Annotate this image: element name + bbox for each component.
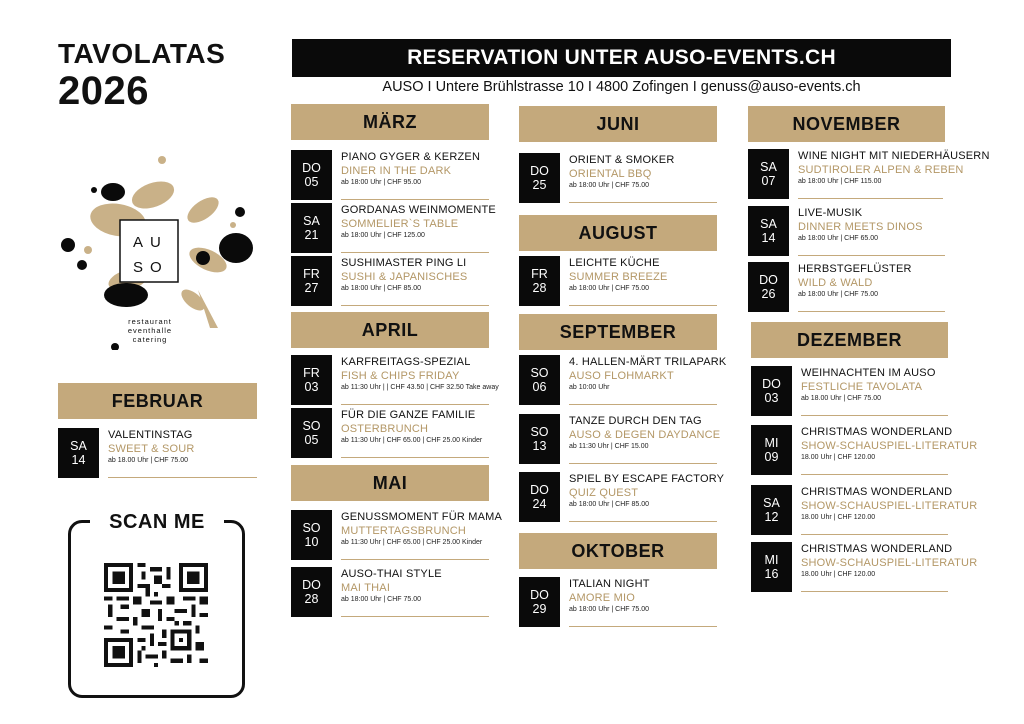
- event-title: VALENTINSTAG: [108, 429, 193, 441]
- event-meta: ab 18:00 Uhr | CHF 75.00: [569, 606, 650, 613]
- event-date: 06: [532, 380, 547, 394]
- event-item[interactable]: [291, 256, 489, 306]
- event-item[interactable]: [748, 206, 945, 256]
- divider: [801, 534, 948, 535]
- event-subtitle: DINNER MEETS DINOS: [798, 221, 923, 233]
- event-title: PIANO GYGER & KERZEN: [341, 151, 481, 163]
- event-item[interactable]: [291, 567, 489, 617]
- event-date-badge: [58, 428, 99, 478]
- event-meta: ab 18:00 Uhr | CHF 95.00: [341, 179, 422, 186]
- event-day: SA: [760, 216, 777, 231]
- event-title: CHRISTMAS WONDERLAND: [801, 426, 953, 438]
- month-header-september: SEPTEMBER: [519, 314, 717, 350]
- event-title: WINE NIGHT MIT NIEDERHÄUSERN: [798, 150, 990, 162]
- event-item[interactable]: [519, 414, 721, 464]
- event-subtitle: FESTLICHE TAVOLATA: [801, 381, 923, 393]
- divider: [569, 202, 717, 203]
- event-date-badge: [519, 472, 560, 522]
- event-day: DO: [302, 577, 321, 592]
- divider: [798, 198, 943, 199]
- event-item[interactable]: [519, 256, 717, 306]
- divider: [798, 255, 945, 256]
- auso-logo: [58, 150, 258, 350]
- event-meta: ab 18:00 Uhr | CHF 115.00: [798, 178, 882, 185]
- event-item[interactable]: [748, 149, 990, 199]
- logo-letter: A: [133, 234, 144, 251]
- event-meta: ab 10:00 Uhr: [569, 384, 610, 391]
- event-date-badge: [519, 414, 560, 464]
- divider: [801, 591, 948, 592]
- event-date: 03: [764, 391, 779, 405]
- event-meta: ab 11:30 Uhr | CHF 65.00 | CHF 25.00 Kinder: [341, 539, 483, 546]
- month-header-oktober: OKTOBER: [519, 533, 717, 569]
- event-meta: ab 18:00 Uhr | CHF 75.00: [341, 596, 422, 603]
- event-date-badge: [751, 425, 792, 475]
- event-date: 05: [304, 175, 319, 189]
- event-date-badge: [291, 355, 332, 405]
- event-subtitle: OSTERBRUNCH: [341, 423, 429, 435]
- event-day: DO: [530, 163, 549, 178]
- event-item[interactable]: [751, 425, 978, 475]
- event-subtitle: SUMMER BREEZE: [569, 271, 668, 283]
- event-subtitle: SWEET & SOUR: [108, 443, 195, 455]
- event-title: GENUSSMOMENT FÜR MAMA: [341, 511, 503, 523]
- event-subtitle: SHOW-SCHAUSPIEL-LITERATUR: [801, 440, 978, 452]
- month-header-dezember: DEZEMBER: [751, 322, 948, 358]
- event-day: DO: [530, 482, 549, 497]
- event-subtitle: DINER IN THE DARK: [341, 165, 452, 177]
- event-date: 05: [304, 433, 319, 447]
- address-line: AUSO I Untere Brühlstrasse 10 I 4800 Zofingen I genuss@auso-events.ch: [382, 79, 861, 95]
- month-header-mai: MAI: [291, 465, 489, 501]
- event-title: KARFREITAGS-SPEZIAL: [341, 356, 471, 368]
- event-date-badge: [748, 262, 789, 312]
- event-day: DO: [302, 160, 321, 175]
- divider: [798, 311, 945, 312]
- event-day: SA: [303, 213, 320, 228]
- event-date-badge: [751, 485, 792, 535]
- event-date: 27: [304, 281, 319, 295]
- divider: [341, 305, 489, 306]
- event-item[interactable]: [519, 472, 725, 522]
- event-subtitle: WILD & WALD: [798, 277, 873, 289]
- event-title: FÜR DIE GANZE FAMILIE: [341, 409, 476, 421]
- event-date: 26: [761, 287, 776, 301]
- event-day: MI: [764, 435, 779, 450]
- event-item[interactable]: [291, 150, 489, 200]
- event-meta: ab 18:00 Uhr | CHF 125.00: [341, 232, 425, 239]
- event-date-badge: [291, 203, 332, 253]
- event-meta: ab 18:00 Uhr | CHF 85.00: [341, 285, 422, 292]
- event-meta: 18.00 Uhr | CHF 120.00: [801, 571, 876, 578]
- event-meta: ab 18:00 Uhr | CHF 75.00: [569, 182, 650, 189]
- event-meta: ab 18:00 Uhr | CHF 75.00: [569, 285, 650, 292]
- event-subtitle: MAI THAI: [341, 582, 391, 594]
- event-date: 13: [532, 439, 547, 453]
- event-day: DO: [530, 587, 549, 602]
- event-subtitle: AUSO FLOHMARKT: [569, 370, 674, 382]
- event-date-badge: [519, 577, 560, 627]
- event-date-badge: [519, 256, 560, 306]
- event-date: 12: [764, 510, 779, 524]
- event-subtitle: SHOW-SCHAUSPIEL-LITERATUR: [801, 557, 978, 569]
- event-subtitle: SHOW-SCHAUSPIEL-LITERATUR: [801, 500, 978, 512]
- event-date: 16: [764, 567, 779, 581]
- divider: [801, 415, 948, 416]
- divider: [569, 463, 717, 464]
- divider: [341, 559, 489, 560]
- event-date: 21: [304, 228, 319, 242]
- event-date: 09: [764, 450, 779, 464]
- event-title: ORIENT & SMOKER: [569, 154, 675, 166]
- logo-letter: S: [133, 259, 144, 276]
- event-item[interactable]: [519, 577, 717, 627]
- event-day: SO: [302, 520, 321, 535]
- event-date-badge: [748, 149, 789, 199]
- event-meta: ab 18:00 Uhr | CHF 65.00: [798, 235, 879, 242]
- event-day: DO: [762, 376, 781, 391]
- divider: [108, 477, 257, 478]
- logo-letter: O: [150, 259, 162, 276]
- event-meta: ab 18.00 Uhr | CHF 75.00: [108, 457, 189, 464]
- event-date-badge: [291, 567, 332, 617]
- event-date-badge: [291, 408, 332, 458]
- event-subtitle: MUTTERTAGSBRUNCH: [341, 525, 467, 537]
- event-date-badge: [748, 206, 789, 256]
- event-date-badge: [519, 153, 560, 203]
- event-subtitle: SOMMELIER`S TABLE: [341, 218, 459, 230]
- title-tavolatas: TAVOLATAS: [58, 38, 226, 69]
- logo-frame: [120, 220, 178, 282]
- event-day: SO: [530, 365, 549, 380]
- logo-tagline: catering: [132, 335, 168, 344]
- event-day: MI: [764, 552, 779, 567]
- event-day: SA: [70, 438, 87, 453]
- divider: [341, 252, 489, 253]
- event-day: SO: [530, 424, 549, 439]
- event-title: ITALIAN NIGHT: [569, 578, 650, 590]
- event-date-badge: [751, 542, 792, 592]
- month-header-juni: JUNI: [519, 106, 717, 142]
- event-date: 25: [532, 178, 547, 192]
- event-item[interactable]: [519, 355, 727, 405]
- event-date-badge: [751, 366, 792, 416]
- event-title: AUSO-THAI STYLE: [341, 568, 442, 580]
- event-title: GORDANAS WEINMOMENTE: [341, 204, 496, 216]
- event-meta: ab 18:00 Uhr | CHF 85.00: [569, 501, 650, 508]
- event-title: LIVE-MUSIK: [798, 207, 863, 219]
- month-header-april: APRIL: [291, 312, 489, 348]
- divider: [341, 616, 489, 617]
- event-date-badge: [291, 510, 332, 560]
- event-item[interactable]: [751, 366, 948, 416]
- event-date: 03: [304, 380, 319, 394]
- event-day: DO: [759, 272, 778, 287]
- event-date-badge: [291, 150, 332, 200]
- qr-code-icon[interactable]: [104, 563, 208, 667]
- event-meta: ab 11:30 Uhr | CHF 15.00: [569, 443, 649, 450]
- event-item[interactable]: [291, 510, 503, 560]
- event-title: TANZE DURCH DEN TAG: [569, 415, 702, 427]
- event-title: CHRISTMAS WONDERLAND: [801, 543, 953, 555]
- month-header-august: AUGUST: [519, 215, 717, 251]
- event-date: 10: [304, 535, 319, 549]
- month-header-februar: FEBRUAR: [58, 383, 257, 419]
- event-subtitle: ORIENTAL BBQ: [569, 168, 652, 180]
- event-day: SA: [760, 159, 777, 174]
- event-title: SPIEL BY ESCAPE FACTORY: [569, 473, 725, 485]
- event-meta: ab 11:30 Uhr | CHF 65.00 | CHF 25.00 Kinder: [341, 437, 483, 444]
- event-day: SO: [302, 418, 321, 433]
- event-subtitle: SUSHI & JAPANISCHES: [341, 271, 468, 283]
- event-title: LEICHTE KÜCHE: [569, 257, 660, 269]
- divider: [801, 474, 948, 475]
- event-subtitle: QUIZ QUEST: [569, 487, 639, 499]
- event-item[interactable]: [519, 153, 717, 203]
- event-date-badge: [291, 256, 332, 306]
- event-day: SA: [763, 495, 780, 510]
- scan-me-label: SCAN ME: [90, 511, 224, 534]
- event-day: FR: [303, 365, 320, 380]
- event-title: WEIHNACHTEN IM AUSO: [801, 367, 936, 379]
- event-item[interactable]: [291, 355, 499, 405]
- event-date: 28: [532, 281, 547, 295]
- logo-tagline: restaurant: [128, 317, 172, 326]
- logo-tagline: eventhalle: [127, 326, 173, 335]
- event-title: HERBSTGEFLÜSTER: [798, 263, 912, 275]
- reservation-banner[interactable]: RESERVATION UNTER AUSO-EVENTS.CH: [292, 39, 951, 77]
- event-title: 4. HALLEN-MÄRT TRILAPARK: [569, 356, 727, 368]
- divider: [341, 199, 489, 200]
- event-title: SUSHIMASTER PING LI: [341, 257, 467, 269]
- event-day: FR: [303, 266, 320, 281]
- event-meta: 18.00 Uhr | CHF 120.00: [801, 514, 876, 521]
- event-subtitle: AUSO & DEGEN DAYDANCE: [569, 429, 721, 441]
- page-title: [58, 40, 225, 111]
- month-header-maerz: MÄRZ: [291, 104, 489, 140]
- divider: [569, 521, 717, 522]
- event-date-badge: [519, 355, 560, 405]
- logo-letter: U: [150, 234, 161, 251]
- month-header-november: NOVEMBER: [748, 106, 945, 142]
- event-subtitle: FISH & CHIPS FRIDAY: [341, 370, 460, 382]
- event-date: 14: [71, 453, 86, 467]
- divider: [569, 404, 717, 405]
- event-item[interactable]: [291, 408, 489, 458]
- divider: [569, 626, 717, 627]
- event-meta: 18.00 Uhr | CHF 120.00: [801, 454, 876, 461]
- event-meta: ab 18:00 Uhr | CHF 75.00: [798, 291, 879, 298]
- event-subtitle: SUDTIROLER ALPEN & REBEN: [798, 164, 964, 176]
- divider: [341, 404, 489, 405]
- event-meta: ab 11:30 Uhr | | CHF 43.50 | CHF 32.50 Take away: [341, 384, 499, 391]
- event-item[interactable]: [58, 428, 257, 478]
- event-day: FR: [531, 266, 548, 281]
- event-item[interactable]: [751, 542, 978, 592]
- event-date: 28: [304, 592, 319, 606]
- divider: [341, 457, 489, 458]
- event-date: 14: [761, 231, 776, 245]
- event-date: 07: [761, 174, 776, 188]
- divider: [569, 305, 717, 306]
- title-year: 2026: [58, 69, 149, 113]
- event-title: CHRISTMAS WONDERLAND: [801, 486, 953, 498]
- event-subtitle: AMORE MIO: [569, 592, 635, 604]
- event-date: 24: [532, 497, 547, 511]
- event-item[interactable]: [748, 262, 945, 312]
- event-meta: ab 18.00 Uhr | CHF 75.00: [801, 395, 882, 402]
- event-item[interactable]: [751, 485, 978, 535]
- event-item[interactable]: [291, 203, 496, 253]
- event-date: 29: [532, 602, 547, 616]
